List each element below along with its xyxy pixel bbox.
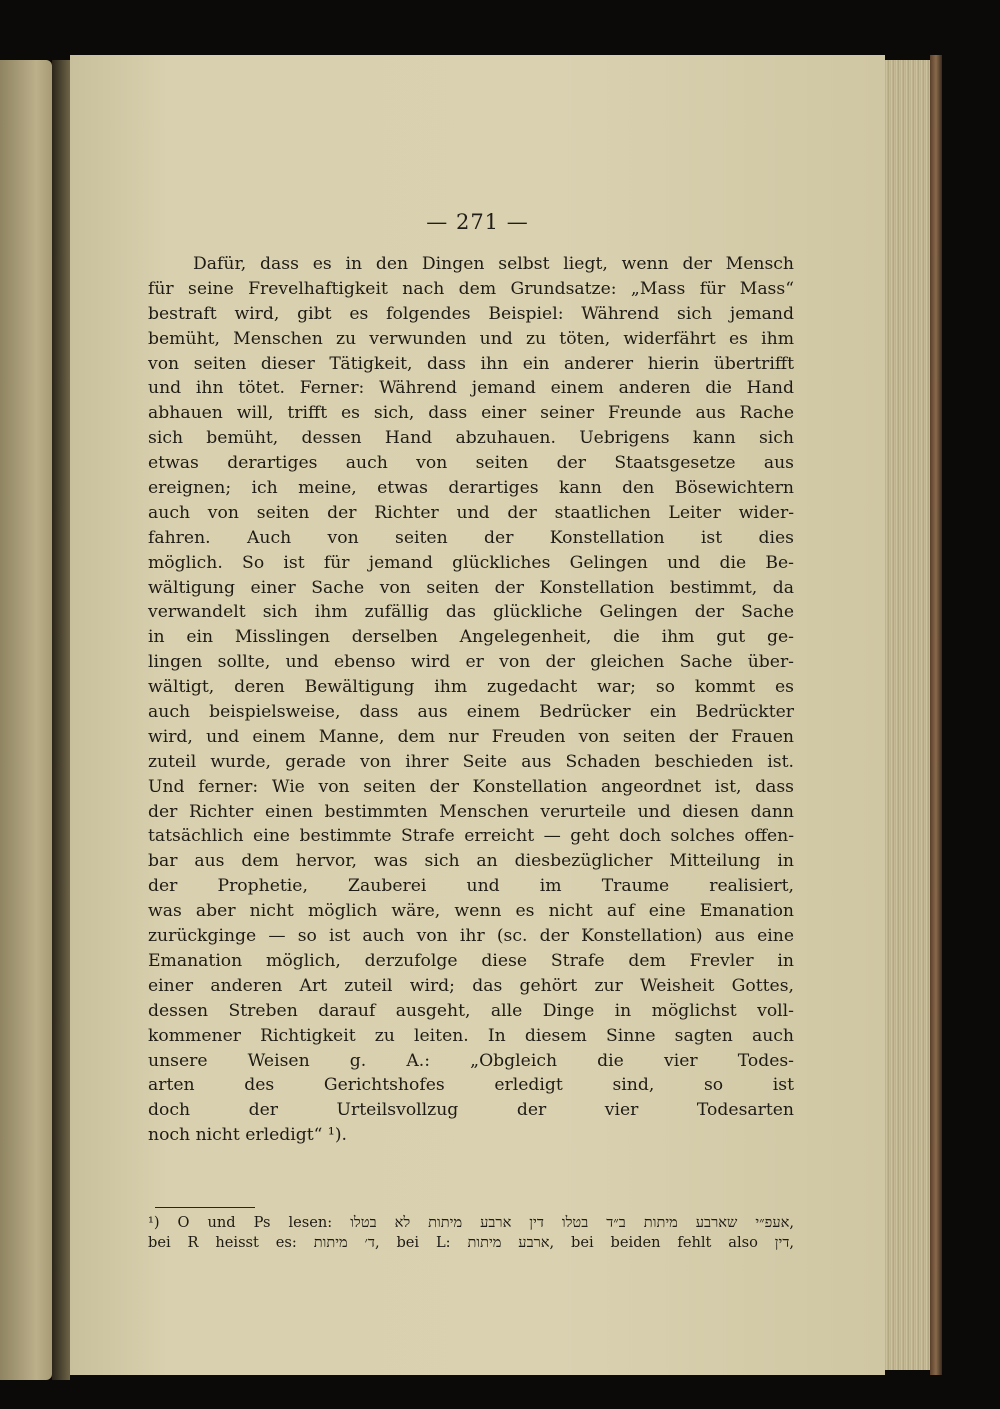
text-line: auch beispielsweise, dass aus einem Bedrücker ein Bedrückter xyxy=(148,702,794,723)
book-cover-edge xyxy=(930,55,942,1375)
text-line: lingen sollte, und ebenso wird er von der gleichen Sache über- xyxy=(148,652,794,673)
text-line: Emanation möglich, derzufolge diese Strafe dem Frevler in xyxy=(148,950,794,971)
text-line: fahren. Auch von seiten der Konstellation ist dies xyxy=(148,527,794,548)
text-line: sich bemüht, dessen Hand abzuhauen. Uebrigens kann sich xyxy=(148,428,794,449)
page-stack-edges xyxy=(885,60,930,1370)
text-line: wältigung einer Sache von seiten der Konstellation bestimmt, da xyxy=(148,577,794,598)
text-line: verwandelt sich ihm zufällig das glückliche Gelingen der Sache xyxy=(148,602,794,623)
text-line: für seine Frevelhaftigkeit nach dem Grundsatze: „Mass für Mass“ xyxy=(148,278,794,299)
text-line: arten des Gerichtshofes erledigt sind, so ist xyxy=(148,1075,794,1096)
footnotes xyxy=(148,1213,794,1253)
text-line: der Richter einen bestimmten Menschen verurteile und diesen dann xyxy=(148,801,794,822)
text-line: bemüht, Menschen zu verwunden und zu töten, widerfährt es ihm xyxy=(148,328,794,349)
text-line: bestraft wird, gibt es folgendes Beispiel: Während sich jemand xyxy=(148,303,794,324)
text-line: zuteil wurde, gerade von ihrer Seite aus Schaden beschieden ist. xyxy=(148,751,794,772)
body-text xyxy=(148,252,794,1148)
text-line: möglich. So ist für jemand glückliches Gelingen und die Be- xyxy=(148,552,794,573)
text-line: was aber nicht möglich wäre, wenn es nicht auf eine Emanation xyxy=(148,901,794,922)
text-line: wältigt, deren Bewältigung ihm zugedacht war; so kommt es xyxy=(148,677,794,698)
left-page-edge xyxy=(0,60,52,1380)
text-line: unsere Weisen g. A.: „Obgleich die vier Todes- xyxy=(148,1050,794,1071)
text-line: noch nicht erledigt“ ¹). xyxy=(148,1125,347,1146)
book-page xyxy=(70,55,885,1375)
text-line: von seiten dieser Tätigkeit, dass ihn ein anderer hierin übertrifft xyxy=(148,353,794,374)
text-line: bar aus dem hervor, was sich an diesbezüglicher Mitteilung in xyxy=(148,851,794,872)
text-line: dessen Streben darauf ausgeht, alle Dinge in möglichst voll- xyxy=(148,1000,794,1021)
footnote-rule xyxy=(155,1207,255,1208)
book-gutter xyxy=(52,60,70,1380)
text-line: Dafür, dass es in den Dingen selbst liegt, wenn der Mensch xyxy=(193,254,794,274)
text-line: abhauen will, trifft es sich, dass einer seiner Freunde aus Rache xyxy=(148,403,794,424)
text-line: auch von seiten der Richter und der staatlichen Leiter wider- xyxy=(148,502,794,523)
text-line: tatsächlich eine bestimmte Strafe erreicht — geht doch solches offen- xyxy=(148,826,794,847)
footnote-line: bei R heisst es: ד׳ מיתות, bei L: ארבע מיתות, bei beiden fehlt also דין, xyxy=(148,1234,794,1251)
text-line: und ihn tötet. Ferner: Während jemand einem anderen die Hand xyxy=(148,378,794,399)
text-line: einer anderen Art zuteil wird; das gehört zur Weisheit Gottes, xyxy=(148,975,794,996)
text-line: Und ferner: Wie von seiten der Konstellation angeordnet ist, dass xyxy=(148,776,794,797)
text-line: in ein Misslingen derselben Angelegenheit, die ihm gut ge- xyxy=(148,627,794,648)
footnote-line: ¹) O und Ps lesen: אעפ״י שארבע מיתות ב״ד בטלו דין ארבע מיתות לא בטלו, xyxy=(148,1214,794,1231)
text-line: zurückginge — so ist auch von ihr (sc. der Konstellation) aus eine xyxy=(148,926,794,947)
text-line: ereignen; ich meine, etwas derartiges kann den Bösewichtern xyxy=(148,478,794,499)
text-line: kommener Richtigkeit zu leiten. In diesem Sinne sagten auch xyxy=(148,1025,794,1046)
text-line: der Prophetie, Zauberei und im Traume realisiert, xyxy=(148,876,794,897)
page-number: — 271 — xyxy=(426,210,529,234)
text-line: doch der Urteilsvollzug der vier Todesarten xyxy=(148,1100,794,1121)
text-line: etwas derartiges auch von seiten der Staatsgesetze aus xyxy=(148,453,794,474)
text-line: wird, und einem Manne, dem nur Freuden von seiten der Frauen xyxy=(148,726,794,747)
